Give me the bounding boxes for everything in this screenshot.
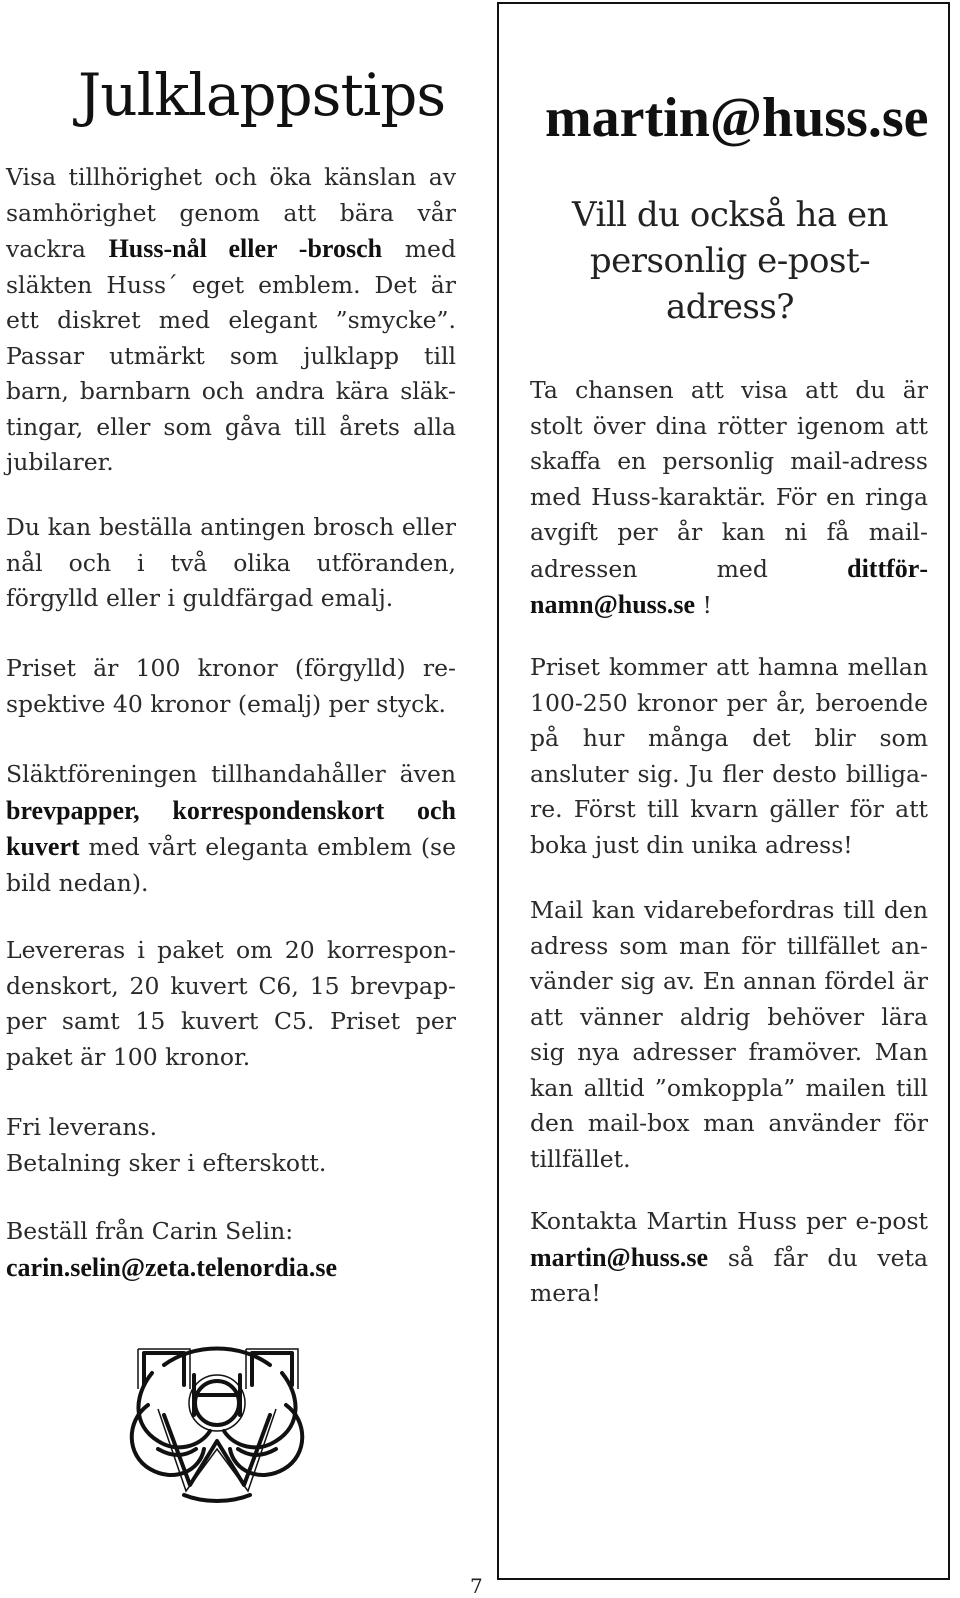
email-forwarding-paragraph: Mail kan vidarebefordras till den adress som man för tillfället använder sig av. En annan fördel är att vänner aldrig behöver lära sig nya adresser framöver. Man kan alltid ”omkoppla” mailen till den mail-box man använder för tillfället. [530,896,928,1173]
order-options-paragraph: Du kan beställa antingen brosch eller nål och i två olika utföranden, förgylld eller i guldfärgad emalj. [6,513,456,612]
delivery-text: Fri leverans. [6,1113,158,1141]
email-contact-text: Kontakta Martin Huss per e-post [530,1207,928,1235]
package-paragraph: Levereras i paket om 20 korrespondenskort, 20 kuvert C6, 15 brevpapper samt 15 kuvert C5. Priset per paket är 100 kronor. [6,936,456,1071]
stationery-items: brevpapper, korrespondenskort och kuvert [6,795,456,861]
email-contact-paragraph [530,1204,928,1312]
intro-text: Visa tillhörighet och öka känslan av samhörighet genom att bära vår vackra [6,163,456,263]
email-contact-address[interactable]: martin@huss.se [530,1242,709,1272]
product-name: Huss-nål eller -brosch [108,234,383,263]
delivery-paragraph [6,1110,456,1181]
email-offer-subheading: Vill du också ha en personlig e-post-adress? [572,195,888,327]
email-address-format: dittförnamn@huss.se [530,553,928,619]
payment-text: Betalning sker i efterskott. [6,1148,327,1177]
stationery-text-cont: med vårt eleganta emblem (se bild nedan). [6,833,456,897]
email-offer-paragraph [530,373,928,624]
stationery-paragraph [6,757,456,901]
email-contact-text-end: så får du veta mera! [530,1243,928,1307]
email-offer-title: martin@huss.se [545,87,929,149]
intro-paragraph [6,160,456,481]
price-paragraph: Priset är 100 kronor (förgylld) respektive 40 kronor (emalj) per styck. [6,654,456,718]
email-offer-text-end: ! [695,591,712,619]
email-offer-text: Ta chansen att visa att du är stolt över dina rötter igenom att skaffa en personlig mail-adress med Huss-karaktär. För en ringa avgift per år kan ni få mail-adressen med [530,376,928,583]
email-price-paragraph: Priset kommer att hamna mellan 100-250 kronor per år, beroende på hur många det blir som ansluter sig. Ju fler desto billigare. Först till kvarn gäller för att boka just din unika adress! [530,653,928,859]
intro-text-cont: med släkten Huss´ eget emblem. Det är ett diskret med elegant ”smycke”. Passar utmärkt som julklapp till barn, barnbarn och andra kära släktingar, eller som gåva till årets alla jubilarer. [6,235,456,476]
huss-family-emblem-icon [124,1345,310,1503]
order-contact-label: Beställ från Carin Selin: [6,1217,294,1245]
page-title: Julklappstips [78,60,446,129]
page-number: 7 [470,1574,483,1598]
order-contact-email[interactable]: carin.selin@zeta.telenordia.se [6,1252,338,1282]
stationery-text: Släktföreningen tillhandahåller även [6,760,456,788]
order-contact-paragraph [6,1214,456,1286]
